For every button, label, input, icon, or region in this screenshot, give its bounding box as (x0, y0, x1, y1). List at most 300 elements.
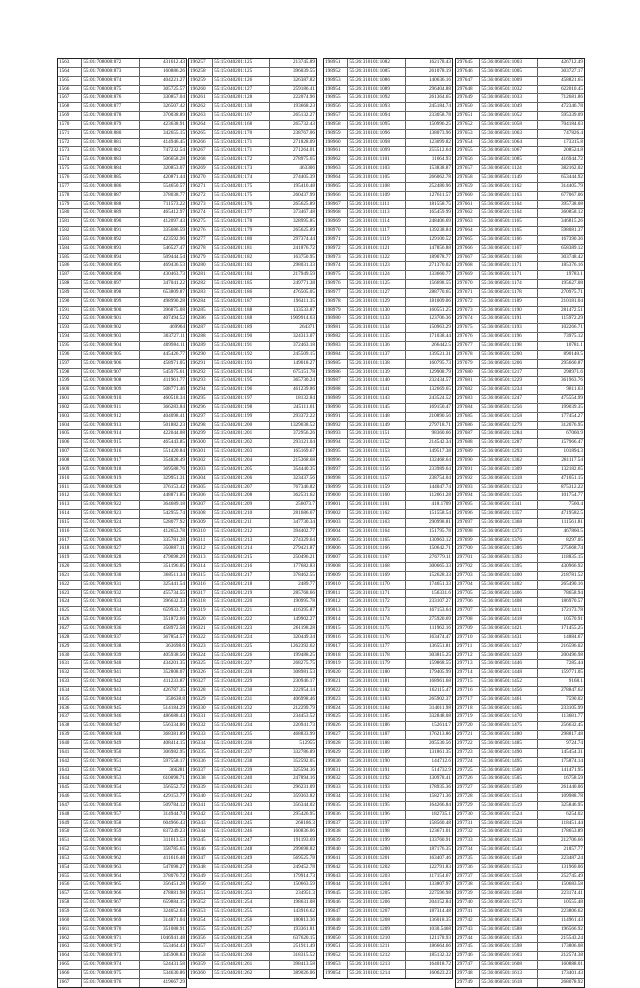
table-row (456, 466, 584, 475)
value-amount: 266442.5 (431, 342, 451, 348)
row-number: 1608 (58, 457, 82, 465)
cadastral-number: 55:01:708008:876 (82, 94, 140, 102)
table-row (456, 236, 584, 245)
table-row (58, 280, 186, 289)
table-row (456, 652, 584, 661)
row-number: 196259 (189, 77, 213, 85)
value-amount: 255512.64 (428, 147, 451, 154)
value-amount: 659933.73 (162, 607, 185, 614)
table-row (324, 873, 452, 882)
row-number: 297674 (456, 315, 480, 323)
value-amount: 320853.07 (162, 165, 185, 172)
row-number: 1617 (58, 537, 82, 545)
value-amount: 653809.87 (162, 288, 185, 295)
value-amount: 252480.96 (428, 182, 451, 189)
cadastral-number: 55:15:040201:251 (213, 873, 270, 881)
row-number: 196283 (189, 289, 213, 297)
cadastral-number: 55:26:310101:1171 (348, 590, 406, 598)
value-amount: 296404.88 (428, 85, 451, 92)
value-amount: 476505.05 (292, 288, 315, 295)
table-row (58, 722, 186, 731)
cadastral-number: 55:01:708008:875 (82, 86, 140, 94)
table-row (58, 749, 186, 758)
row-number: 297747 (456, 961, 480, 969)
row-number: 198991 (324, 413, 348, 421)
row-number: 196282 (189, 280, 213, 288)
row-number: 1662 (58, 935, 82, 943)
cadastral-number: 55:01:708008:973 (82, 952, 140, 960)
table-row (189, 59, 316, 68)
cadastral-number: 55:26:310101:1159 (348, 484, 406, 492)
row-number: 297718 (456, 705, 480, 713)
table-row (189, 112, 316, 121)
cadastral-number: 55:01:708008:914 (82, 430, 140, 438)
cadastral-number: 55:26:310101:1191 (348, 767, 406, 775)
cadastral-number: 55:26:310101:1125 (348, 280, 406, 288)
table-row (456, 475, 584, 484)
value-amount: 223487.24 (560, 854, 583, 861)
table-row (58, 652, 186, 661)
cadastral-number: 55:01:708008:928 (82, 554, 140, 562)
cadastral-number: 55:36:060501:1406 (480, 590, 538, 598)
value-amount: 407494.52 (162, 315, 185, 322)
table-row (189, 254, 316, 263)
row-number: 1596 (58, 351, 82, 359)
row-number: 1625 (58, 607, 82, 615)
cadastral-number: 55:36:060501:1279 (480, 422, 538, 430)
cadastral-number: 55:15:040201:172 (213, 156, 270, 164)
value-amount: 180813.36 (292, 916, 315, 923)
value-amount: 411961.77 (163, 377, 185, 384)
cadastral-number: 55:26:310101:1204 (348, 881, 406, 889)
value-amount: 467860.5 (563, 527, 583, 534)
row-number: 1622 (58, 581, 82, 589)
cadastral-number: 55:01:708008:939 (82, 652, 140, 660)
row-number: 196265 (189, 130, 213, 138)
cadastral-number: 55:36:060501:1573 (480, 899, 538, 907)
value-amount: 423592.96 (162, 235, 185, 242)
cadastral-number: 55:15:040201:179 (213, 227, 270, 235)
value-amount: 279421.87 (292, 545, 315, 552)
row-number: 199050 (324, 935, 348, 943)
cadastral-number: 55:36:060501:1189 (480, 298, 538, 306)
table-row (456, 448, 584, 457)
row-number: 297689 (456, 448, 480, 456)
cadastral-number: 55:15:040201:246 (213, 828, 270, 836)
value-amount: 179405.99 (428, 669, 451, 676)
cadastral-number: 55:01:708008:902 (82, 324, 140, 332)
cadastral-number: 55:01:708008:909 (82, 386, 140, 394)
value-amount: 172173.78 (560, 607, 583, 614)
ledger-column-4 (455, 58, 585, 988)
cadastral-number: 55:15:040201:190 (213, 333, 270, 341)
row-number: 1594 (58, 333, 82, 341)
cadastral-number: 55:15:040201:192 (213, 351, 270, 359)
table-row (324, 528, 452, 537)
cadastral-number: 55:26:310101:1190 (348, 758, 406, 766)
value-amount: 129908.79 (428, 368, 451, 375)
table-row (324, 448, 452, 457)
table-row (58, 324, 186, 333)
value-amount: 1329038.52 (290, 421, 315, 428)
table-row (189, 713, 316, 722)
row-number: 196274 (189, 209, 213, 217)
cadastral-number: 55:15:040201:174 (213, 174, 270, 182)
value-amount: 675151.78 (292, 368, 315, 375)
row-number: 196359 (189, 961, 213, 969)
table-row (456, 837, 584, 846)
value-amount: 369588.76 (162, 465, 185, 472)
row-number: 1611 (58, 484, 82, 492)
cadastral-number: 55:26:310101:1099 (348, 147, 406, 155)
cadastral-number: 55:01:708008:920 (82, 484, 140, 492)
cadastral-number: 55:15:040201:188 (213, 307, 270, 315)
cadastral-number: 55:26:310101:1124 (348, 271, 406, 279)
cadastral-number: 55:26:310101:1133 (348, 315, 406, 323)
table-row (58, 740, 186, 749)
value-amount: 314011.98 (429, 704, 451, 711)
value-amount: 361963.76 (560, 377, 583, 384)
table-row (324, 112, 452, 121)
row-number: 199054 (324, 970, 348, 978)
cadastral-number: 55:26:310101:1212 (348, 952, 406, 960)
value-amount: 352808.07 (162, 669, 185, 676)
table-row (456, 333, 584, 342)
row-number: 1601 (58, 395, 82, 403)
cadastral-number: 55:36:060501:1063 (480, 130, 538, 138)
cadastral-number: 55:01:708008:953 (82, 775, 140, 783)
value-amount: 1262392.62 (290, 642, 315, 649)
table-row (189, 943, 316, 952)
value-amount: 150663.59 (292, 881, 315, 888)
cadastral-number: 55:15:040201:221 (213, 607, 270, 615)
row-number: 199016 (324, 634, 348, 642)
value-amount: 268186.3 (295, 819, 315, 826)
cadastral-number: 55:26:310101:1210 (348, 935, 406, 943)
table-row (324, 77, 452, 86)
value-amount: 121178.93 (429, 934, 451, 941)
cadastral-number: 55:01:708008:954 (82, 784, 140, 792)
table-row (324, 130, 452, 139)
row-number: 196287 (189, 324, 213, 332)
value-amount: 169150.47 (428, 403, 451, 410)
value-amount: 398413.58 (292, 961, 315, 968)
value-amount: 14884.67 (563, 633, 583, 640)
table-row (58, 660, 186, 669)
value-amount: 394402.77 (292, 527, 315, 534)
row-number: 1583 (58, 236, 82, 244)
row-number: 297736 (456, 864, 480, 872)
value-amount: 163407.46 (428, 854, 451, 861)
row-number: 196290 (189, 351, 213, 359)
cadastral-number: 55:15:040201:183 (213, 262, 270, 270)
table-row (324, 926, 452, 935)
table-row (58, 156, 186, 165)
value-amount: 1030.5468 (428, 925, 451, 932)
row-number: 297715 (456, 678, 480, 686)
table-row (456, 828, 584, 837)
cadastral-number: 55:36:060501:1190 (480, 307, 538, 315)
row-number: 196333 (189, 731, 213, 739)
value-amount: 303727.11 (163, 333, 185, 340)
cadastral-number: 55:26:310101:1148 (348, 413, 406, 421)
value-amount: 356552.72 (162, 784, 185, 791)
table-row (189, 475, 316, 484)
cadastral-number: 55:15:040201:200 (213, 422, 270, 430)
cadastral-number: 55:26:310101:1172 (348, 598, 406, 606)
value-amount: 160888.01 (560, 961, 583, 968)
cadastral-number: 55:01:708008:966 (82, 890, 140, 898)
table-row (456, 77, 584, 86)
cadastral-number: 55:26:310101:1138 (348, 360, 406, 368)
cadastral-number: 55:36:060501:1568 (480, 890, 538, 898)
cadastral-number: 55:26:310101:1163 (348, 519, 406, 527)
value-amount: 136551.81 (428, 642, 451, 649)
row-number: 198997 (324, 466, 348, 474)
cadastral-number: 55:36:060501:1247 (480, 395, 538, 403)
row-number: 196338 (189, 775, 213, 783)
table-row (456, 227, 584, 236)
row-number: 198963 (324, 165, 348, 173)
table-row (189, 227, 316, 236)
cadastral-number: 55:01:708008:918 (82, 466, 140, 474)
value-amount: 210181.04 (560, 297, 583, 304)
value-amount: 265732.43 (292, 120, 315, 127)
table-row (189, 174, 316, 183)
value-amount: 233107.27 (428, 598, 451, 605)
value-amount: 212574.38 (560, 952, 583, 959)
table-row (189, 890, 316, 899)
cadastral-number: 55:36:060501:1033 (480, 94, 538, 102)
table-row (189, 147, 316, 156)
cadastral-number: 55:15:040201:214 (213, 545, 270, 553)
cadastral-number: 55:26:310101:1119 (348, 236, 406, 244)
value-amount: 195627.08 (560, 280, 583, 287)
table-row (324, 430, 452, 439)
cadastral-number: 55:15:040201:239 (213, 767, 270, 775)
table-row (58, 360, 186, 369)
cadastral-number: 55:26:310101:1162 (348, 510, 406, 518)
table-row (456, 201, 584, 210)
value-amount: 469436.53 (162, 262, 185, 269)
cadastral-number: 55:36:060501:1583 (480, 917, 538, 925)
table-row (58, 979, 186, 987)
row-number: 196311 (189, 537, 213, 545)
row-number: 297739 (456, 890, 480, 898)
row-number: 297664 (456, 227, 480, 235)
value-amount: 153838.87 (428, 165, 451, 172)
table-row (456, 767, 584, 776)
value-amount: 261198.28 (293, 625, 315, 631)
value-amount: 595339.09 (560, 112, 583, 119)
cadastral-number: 55:01:708008:911 (82, 404, 140, 412)
table-row (189, 846, 316, 855)
cadastral-number: 55:26:310101:1199 (348, 837, 406, 845)
value-amount: 458971.05 (162, 359, 185, 366)
table-row (58, 625, 186, 634)
row-number: 297714 (456, 669, 480, 677)
cadastral-number: 55:01:708008:957 (82, 811, 140, 819)
cadastral-number: 55:01:708008:882 (82, 147, 140, 155)
value-amount: 156698.55 (428, 280, 451, 287)
table-row (189, 484, 316, 493)
table-row (58, 545, 186, 554)
value-amount: 132182.65 (560, 465, 583, 472)
table-row (324, 68, 452, 77)
table-row (58, 484, 186, 493)
value-amount: 359363.82 (292, 793, 315, 800)
value-amount: 11664.93 (431, 156, 451, 163)
value-amount: 469964 (169, 324, 185, 331)
table-row (189, 457, 316, 466)
cadastral-number: 55:36:060501:1408 (480, 598, 538, 606)
cadastral-number: 55:01:708008:908 (82, 377, 140, 385)
row-number: 199043 (324, 873, 348, 881)
cadastral-number: 55:36:060501:1505 (480, 775, 538, 783)
value-amount: 704184.03 (560, 120, 583, 127)
value-amount: 130978.41 (428, 775, 451, 782)
table-row (189, 590, 316, 599)
value-amount: 247894.16 (292, 775, 315, 782)
row-number: 196340 (189, 793, 213, 801)
row-number: 199003 (324, 519, 348, 527)
cadastral-number: 55:36:060501:1174 (480, 280, 538, 288)
table-row (324, 652, 452, 661)
table-row (189, 758, 316, 767)
table-row (456, 165, 584, 174)
cadastral-number: 55:36:060501:1368 (480, 519, 538, 527)
cadastral-number: 55:26:310101:1156 (348, 466, 406, 474)
row-number: 196302 (189, 457, 213, 465)
cadastral-number: 55:15:040201:191 (213, 342, 270, 350)
cadastral-number: 55:01:708008:933 (82, 598, 140, 606)
cadastral-number: 55:15:040201:218 (213, 581, 270, 589)
table-row (189, 510, 316, 519)
row-number: 196317 (189, 590, 213, 598)
cadastral-number: 55:01:708008:940 (82, 660, 140, 668)
cadastral-number: 55:15:040201:256 (213, 917, 270, 925)
row-number: 297720 (456, 722, 480, 730)
value-amount: 165169.67 (292, 448, 315, 455)
row-number: 297663 (456, 218, 480, 226)
table-row (58, 342, 186, 351)
value-amount: 414946.45 (162, 138, 185, 145)
cadastral-number: 55:01:708008:912 (82, 413, 140, 421)
row-number: 297700 (456, 545, 480, 553)
row-number: 1660 (58, 917, 82, 925)
cadastral-number: 55:26:310101:1151 (348, 430, 406, 438)
value-amount: 430463.73 (162, 271, 185, 278)
value-amount: 360858.12 (560, 209, 583, 216)
row-number: 196257 (189, 59, 213, 67)
cadastral-number: 55:26:310101:1173 (348, 607, 406, 615)
value-amount: 455734.55 (162, 589, 185, 596)
table-row (456, 121, 584, 130)
value-amount: 279718.71 (428, 421, 451, 428)
table-row (456, 139, 584, 148)
row-number: 199002 (324, 510, 348, 518)
value-amount: 114961.43 (561, 916, 583, 923)
cadastral-number: 55:36:060501:1229 (480, 377, 538, 385)
value-amount: 131861.35 (428, 748, 451, 755)
table-row (189, 519, 316, 528)
cadastral-number: 55:15:040201:240 (213, 775, 270, 783)
cadastral-number: 55:01:708008:965 (82, 881, 140, 889)
table-row (324, 802, 452, 811)
row-number: 297703 (456, 572, 480, 580)
cadastral-number: 55:36:060501:1548 (480, 855, 538, 863)
row-number: 1570 (58, 121, 82, 129)
cadastral-number: 55:15:040201:177 (213, 209, 270, 217)
table-row (456, 926, 584, 935)
table-row (324, 298, 452, 307)
table-row (324, 625, 452, 634)
table-row (189, 634, 316, 643)
table-row (456, 183, 584, 192)
table-row (189, 669, 316, 678)
value-amount: 223806.62 (560, 908, 583, 914)
table-row (456, 395, 584, 404)
row-number: 1588 (58, 280, 82, 288)
row-number: 297725 (456, 767, 480, 775)
table-row (58, 430, 186, 439)
row-number: 198964 (324, 174, 348, 182)
row-number: 196328 (189, 687, 213, 695)
table-row (324, 811, 452, 820)
table-row (456, 156, 584, 165)
table-row (324, 554, 452, 563)
cadastral-number: 55:15:040201:253 (213, 890, 270, 898)
row-number: 297668 (456, 262, 480, 270)
table-row (189, 908, 316, 917)
value-amount: 149517.38 (428, 448, 451, 455)
cadastral-number: 55:26:310101:1089 (348, 86, 406, 94)
row-number: 297658 (456, 174, 480, 182)
cadastral-number: 55:26:310101:1166 (348, 545, 406, 553)
table-row (189, 820, 316, 829)
table-row (456, 935, 584, 944)
value-amount: 373467.48 (292, 209, 315, 216)
row-number: 297692 (456, 475, 480, 483)
cadastral-number: 55:26:310101:1186 (348, 722, 406, 730)
table-row (189, 307, 316, 316)
table-row (324, 820, 452, 829)
value-amount: 181009.06 (428, 297, 451, 304)
table-row (58, 139, 186, 148)
table-row (324, 616, 452, 625)
table-row (189, 563, 316, 572)
ledger-column-3 (323, 58, 453, 979)
cadastral-number: 55:36:060501:1475 (480, 722, 538, 730)
cadastral-number: 55:36:060501:1166 (480, 236, 538, 244)
table-row (58, 908, 186, 917)
cadastral-number: 55:36:060501:1376 (480, 537, 538, 545)
table-row (324, 59, 452, 68)
row-number: 199052 (324, 952, 348, 960)
value-amount: 347041.22 (162, 280, 185, 287)
row-number: 196327 (189, 678, 213, 686)
value-amount: 364689.18 (162, 501, 185, 508)
value-amount: 138073.96 (428, 129, 451, 136)
table-row (58, 68, 186, 77)
cadastral-number: 55:36:060501:1514 (480, 793, 538, 801)
value-amount: 712681.86 (560, 94, 583, 101)
cadastral-number: 55:15:040201:219 (213, 590, 270, 598)
value-amount: 378070.72 (162, 872, 185, 879)
value-amount: 288770.65 (428, 288, 451, 295)
row-number: 199036 (324, 811, 348, 819)
cadastral-number: 55:26:310101:1139 (348, 369, 406, 377)
